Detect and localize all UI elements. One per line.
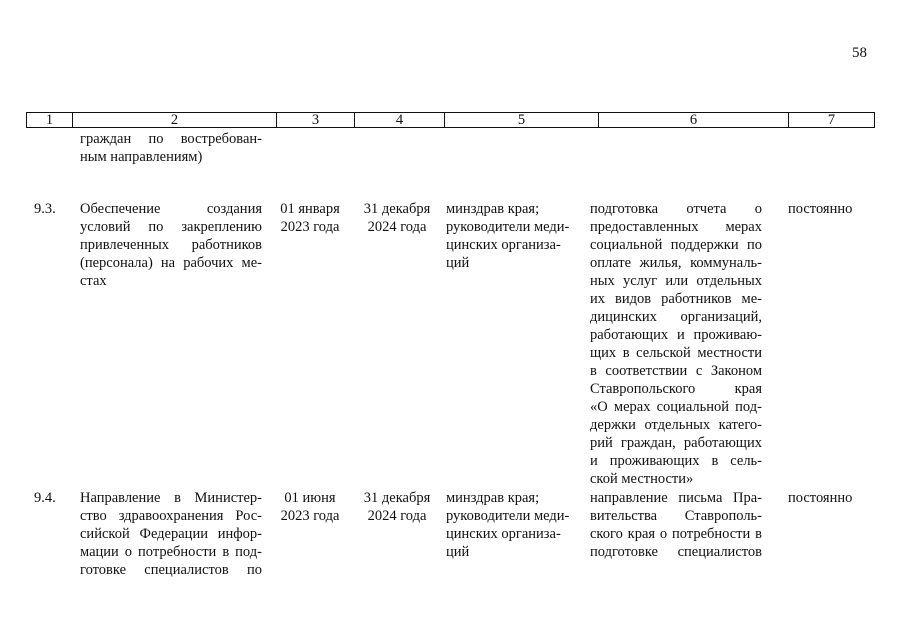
text-line: привлеченных работников [80,237,262,253]
text-line: оплате жилья, коммуналь- [590,255,762,271]
start-date [272,200,348,236]
text-line: вительства Ставрополь- [590,508,762,524]
text-line: подготовке специалистов [590,544,762,560]
text-line: 2024 года [367,508,427,524]
text-line: ных услуг или отдельных [590,273,762,289]
text-line: 2023 года [280,219,340,235]
text-line: цинских организа- [446,237,561,253]
text-line: рий граждан, работающих [590,435,762,451]
text-line: щих в сельской местности [590,345,762,361]
column-number-header [26,112,875,128]
text-line: социальной поддержки по [590,237,762,253]
frequency: постоянно [788,201,853,217]
text-line: цинских организа- [446,526,561,542]
column-number-6: 6 [599,113,789,128]
row-number: 9.3. [34,201,56,217]
text-line: Обеспечение создания [80,201,262,217]
responsible [446,200,576,272]
column-number-7: 7 [789,113,875,128]
column-number-2: 2 [73,113,277,128]
page-number: 58 [852,45,867,61]
result [590,200,762,488]
text-line: условий по закреплению [80,219,262,235]
text-line: подготовка отчета о [590,201,762,217]
text-line: предоставленных мерах [590,219,762,235]
text-line: их видов работников ме- [590,291,762,307]
text-line: готовке специалистов по [80,562,262,578]
text-line: минздрав края; [446,201,540,217]
text-line: 31 декабря [363,490,431,506]
text-line: 2023 года [280,508,340,524]
text-line: держки отдельных катего- [590,417,762,433]
responsible [446,489,576,561]
start-date [272,489,348,525]
column-number-5: 5 [445,113,599,128]
text-line: ций [446,255,470,271]
text-line: мации о потребности в под- [80,544,262,560]
row-number: 9.4. [34,490,56,506]
text-line: работающих и проживаю- [590,327,762,343]
row-description [80,200,262,290]
end-date [354,200,440,236]
text-line: «О мерах социальной под- [590,399,762,415]
text-line: 01 июня [284,490,336,506]
text-line: 2024 года [367,219,427,235]
result [590,489,762,561]
text-line: сийской Федерации инфор- [80,526,262,542]
text-line: в соответствии с Законом [590,363,762,379]
column-number-1: 1 [27,113,73,128]
row-description [80,489,262,579]
column-number-3: 3 [277,113,355,128]
text-line: и проживающих в сель- [590,453,762,469]
continuation-description [80,130,262,166]
text-line: (персонала) на рабочих ме- [80,255,262,271]
text-line: Ставропольского края [590,381,762,397]
end-date [354,489,440,525]
column-number-4: 4 [355,113,445,128]
text-line: 01 января [280,201,340,217]
text-line: ство здравоохранения Рос- [80,508,262,524]
text-line: Направление в Министер- [80,490,262,506]
text-line: 31 декабря [363,201,431,217]
text-line: руководители меди- [446,508,570,524]
text-line: стах [80,273,107,289]
text-line: ской местности» [590,471,694,487]
text-line: руководители меди- [446,219,570,235]
text-line: направление письма Пра- [590,490,762,506]
continuation-line: граждан по востребован- [80,131,262,147]
text-line: минздрав края; [446,490,540,506]
text-line: ций [446,544,470,560]
text-line: дицинских организаций, [590,309,762,325]
text-line: ского края о потребности в [590,526,762,542]
frequency: постоянно [788,490,853,506]
continuation-line: ным направлениям) [80,149,203,165]
